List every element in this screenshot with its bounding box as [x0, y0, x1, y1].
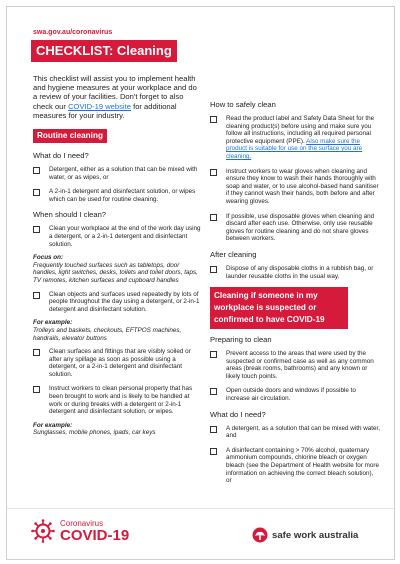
example-label: For example: [33, 421, 73, 429]
checkbox[interactable] [33, 226, 40, 233]
list-item [33, 385, 201, 415]
list-item [210, 350, 380, 380]
banner-line: Cleaning if someone in my [214, 291, 318, 301]
list-item [33, 188, 201, 203]
list-item-text [226, 115, 380, 161]
list-item-text: Dispose of any disposable cloths in a rubbish bag, or launder reusable cloths in the usual way. [226, 264, 374, 280]
intro-paragraph [33, 74, 201, 120]
covid-branding [31, 519, 129, 543]
how-to-safely-clean-heading: How to safely clean [210, 100, 276, 109]
sds-instruction: Read the product label and Safety Data Sheet for the cleaning product(s) before using and make sure you follow all instructions, including all required personal protective equipment (PPE). [226, 115, 375, 145]
list-item-text: Instruct workers to wear gloves when cleaning and ensure they know to wash their hands thoroughly with soap and water, or to use alcohol-based hand sanitiser if they cannot wash their hands, both before and after wearing gloves. [226, 167, 379, 205]
what-do-i-need-heading-2: What do I need? [210, 409, 266, 419]
suspected-case-heading [210, 287, 348, 329]
list-item [210, 213, 380, 243]
focus-note [33, 254, 201, 284]
list-item [210, 265, 380, 280]
focus-label: Focus on: [33, 254, 64, 262]
when-should-i-clean-heading: When should I clean? [33, 210, 107, 220]
surface-suitability-link[interactable]: Also make sure the product is suitable for use on the surface you are cleaning. [226, 137, 363, 160]
page-footer [7, 508, 394, 559]
focus-text: Frequently touched surfaces such as tabletops, door handles, light switches, desks, toilets and toilet doors, taps, TV remotes, kitchen surfaces and cupboard handles [33, 261, 198, 284]
list-item [33, 291, 201, 314]
intro-text-after: for additional measures for your industry. [33, 101, 177, 120]
preparing-to-clean-heading: Preparing to clean [210, 335, 272, 345]
covid-label: COVID-19 [60, 527, 130, 544]
site-url[interactable]: swa.gov.au/coronavirus [33, 29, 113, 36]
coronavirus-icon [31, 519, 55, 543]
checkbox[interactable] [33, 349, 40, 356]
list-item [33, 166, 201, 181]
intro-text-before: This checklist will assist you to implement health and hygiene measures at your workplace and do a review of your facilities. Don't forget to also check our [33, 74, 197, 111]
covid-website-link[interactable]: COVID-19 website [68, 101, 131, 111]
coronavirus-label: Coronavirus [60, 519, 104, 528]
checkbox[interactable] [210, 214, 217, 221]
checkbox[interactable] [33, 386, 40, 393]
list-item [210, 447, 380, 485]
checkbox[interactable] [210, 116, 217, 123]
example-text: Sunglasses, mobile phones, ipads, car keys [33, 429, 156, 437]
checkbox[interactable] [33, 167, 40, 174]
swa-branding [252, 527, 358, 543]
page-title: CHECKLIST: Cleaning [31, 40, 177, 62]
example-text: Trolleys and baskets, checkouts, EFTPOS machines, handrails, elevator buttons [33, 326, 182, 342]
after-cleaning-heading: After cleaning [210, 249, 257, 259]
example-label: For example: [33, 319, 73, 327]
list-item-text: Open outside doors and windows if possible to increase air circulation. [226, 387, 356, 403]
left-column [33, 74, 201, 443]
list-item [210, 425, 380, 440]
list-item [210, 168, 380, 206]
checkbox[interactable] [210, 351, 217, 358]
list-item-text: Prevent access to the areas that were used by the suspected or confirmed case as well as any common areas (break rooms, bathrooms) and any known or likely touch points. [226, 350, 374, 380]
checkbox[interactable] [210, 426, 217, 433]
swa-label: safe work australia [272, 529, 359, 541]
covid-wordmark [60, 519, 129, 543]
list-item-text: Clean your workplace at the end of the work day using a detergent, or a 2-in-1 detergent and disinfectant solution. [49, 225, 201, 248]
list-item-text: A 2-in-1 detergent and disinfectant solution, or wipes which can be used for routine cleaning. [49, 188, 196, 203]
list-item-text: Clean objects and surfaces used repeatedly by lots of people throughout the day using a detergent, or 2-in-1 detergent and disinfectant solution. [49, 290, 200, 313]
list-item [210, 387, 380, 402]
list-item [33, 348, 201, 378]
list-item-text: If possible, use disposable gloves when cleaning and discard after each use. Otherwise, only use reusable gloves for routine cleaning and do not share gloves between workers. [226, 212, 375, 243]
checkbox[interactable] [210, 448, 217, 455]
checkbox[interactable] [33, 292, 40, 299]
routine-cleaning-heading: Routine cleaning [33, 129, 107, 143]
swa-logo-icon [252, 527, 268, 543]
example-note [33, 319, 201, 342]
right-column [210, 100, 380, 492]
banner-line: confirmed to have COVID-19 [214, 315, 325, 325]
what-do-i-need-heading: What do I need? [33, 151, 89, 161]
list-item-text: A disinfectant containing > 70% alcohol, quaternary ammonium compounds, chlorine bleach or oxygen bleach (see the Department of Health website for more information on achieving the correct bleach solution), or [226, 446, 379, 485]
checkbox[interactable] [33, 189, 40, 196]
list-item [210, 115, 380, 161]
list-item-text: A detergent, as a solution that can be mixed with water, and [226, 424, 381, 440]
checklist-page [6, 6, 395, 560]
checkbox[interactable] [210, 169, 217, 176]
list-item-text: Instruct workers to clean personal property that has been brought to work and is likely to be handled at work or during breaks with a detergent or 2-in-1 detergent and disinfectant solution, or wipes. [49, 385, 193, 416]
list-item-text: Clean surfaces and fittings that are visibly soiled or after any spillage as soon as possible using a detergent, or a 2-in-1 detergent and disinfectant solution. [49, 348, 191, 378]
list-item [33, 225, 201, 248]
checkbox[interactable] [210, 388, 217, 395]
list-item-text: Detergent, either as a solution that can be mixed with water, or as wipes, or [49, 166, 198, 181]
banner-line: workplace is suspected or [214, 303, 317, 313]
checkbox[interactable] [210, 266, 217, 273]
example-note [33, 422, 201, 437]
